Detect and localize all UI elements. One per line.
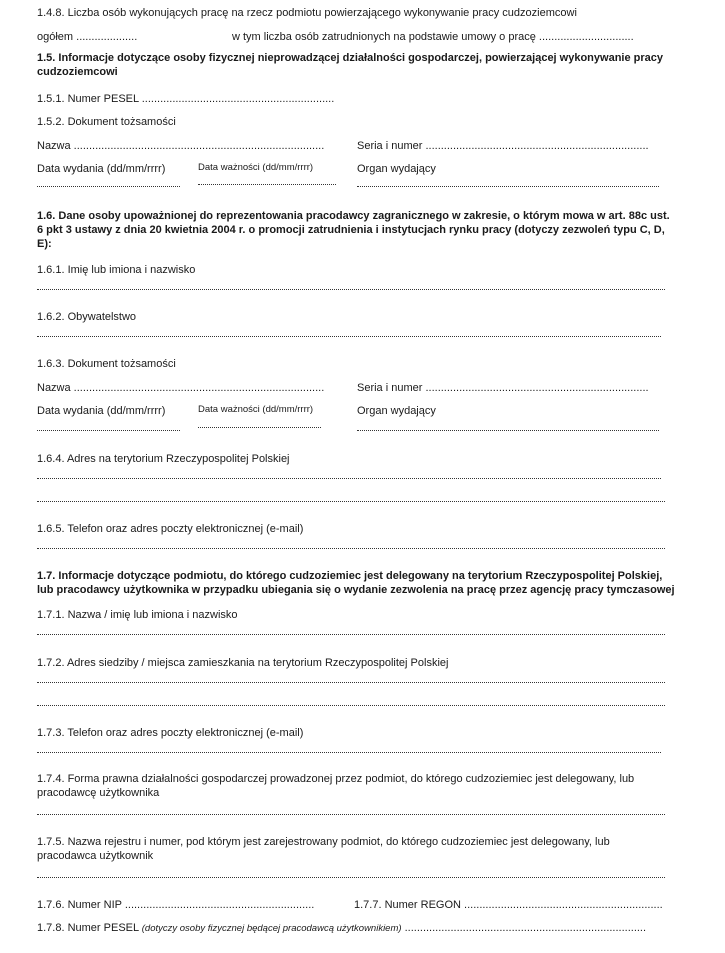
- authority-label-1-6: Organ wydający: [357, 405, 436, 417]
- field-label-1-6-4: 1.6.4. Adres na terytorium Rzeczypospolitej Polskiej: [37, 453, 290, 465]
- contract-employees-field[interactable]: w tym liczba osób zatrudnionych na podstawie umowy o pracę ...............................: [232, 31, 634, 43]
- total-employees-field[interactable]: ogółem ....................: [37, 31, 138, 43]
- address-input-1-6-4-line2[interactable]: [37, 499, 665, 502]
- section-heading-1-5: 1.5. Informacje dotyczące osoby fizycznej nieprowadzącej działalności gospodarczej, powierzającej wykonywanie pracy cudzoziemcowi: [37, 52, 663, 78]
- pesel-field-1-5-1[interactable]: 1.5.1. Numer PESEL ...............................................................: [37, 93, 335, 105]
- section-heading-1-6: 1.6. Dane osoby upoważnionej do reprezentowania pracodawcy zagranicznego w zakresie, o którym mowa w art. 88c ust. 6 pkt 3 ustawy z dnia 20 kwietnia 2004 r. o promocji zatrudnienia i instytucjach rynku pracy (dotyczy zezwoleń typu C, D, E):: [37, 210, 670, 250]
- address-input-1-7-2-line2[interactable]: [37, 703, 665, 706]
- name-input-1-6-1[interactable]: [37, 287, 665, 290]
- authority-label-1-5: Organ wydający: [357, 163, 436, 175]
- issue-date-input-1-6[interactable]: [37, 428, 180, 431]
- field-label-1-6-2: 1.6.2. Obywatelstwo: [37, 311, 137, 323]
- field-label-1-7-2: 1.7.2. Adres siedziby / miejsca zamieszkania na terytorium Rzeczypospolitej Polskiej: [37, 657, 449, 669]
- field-label-1-7-4: 1.7.4. Forma prawna działalności gospodarczej prowadzonej przez podmiot, do którego cudzoziemiec jest delegowany, lub pracodawcę użytkownika: [37, 773, 635, 799]
- issue-date-label-1-5: Data wydania (dd/mm/rrrr): [37, 163, 166, 175]
- valid-date-label-1-6: Data ważności (dd/mm/rrrr): [198, 404, 314, 415]
- address-input-1-6-4-line1[interactable]: [37, 476, 661, 479]
- issue-date-input-1-5[interactable]: [37, 184, 180, 187]
- field-label-1-4-8: 1.4.8. Liczba osób wykonujących pracę na rzecz podmiotu powierzającego wykonywanie pracy cudzoziemcowi: [37, 7, 577, 19]
- phone-input-1-7-3[interactable]: [37, 750, 661, 753]
- pesel-field-1-7-8[interactable]: [37, 921, 646, 936]
- legal-form-input-1-7-4[interactable]: [37, 812, 665, 815]
- pesel-note-1-7-8: (dotyczy osoby fizycznej będącej pracodawcą użytkownikiem): [141, 923, 402, 934]
- doc-name-field-1-6[interactable]: Nazwa ..................................................................................: [37, 382, 325, 394]
- field-label-1-7-5: 1.7.5. Nazwa rejestru i numer, pod którym jest zarejestrowany podmiot, do którego cudzoziemiec jest delegowany, lub pracodawca użytkownik: [37, 836, 610, 862]
- authority-input-1-5[interactable]: [357, 184, 659, 187]
- field-label-1-6-5: 1.6.5. Telefon oraz adres poczty elektronicznej (e-mail): [37, 523, 304, 535]
- field-label-1-6-3: 1.6.3. Dokument tożsamości: [37, 358, 176, 370]
- field-label-1-5-2: 1.5.2. Dokument tożsamości: [37, 116, 176, 128]
- citizenship-input-1-6-2[interactable]: [37, 334, 661, 337]
- field-label-1-6-1: 1.6.1. Imię lub imiona i nazwisko: [37, 264, 196, 276]
- pesel-dots-1-7-8[interactable]: ...............................................................................: [404, 922, 647, 934]
- valid-date-input-1-6[interactable]: [198, 425, 321, 428]
- registry-input-1-7-5[interactable]: [37, 875, 665, 878]
- name-input-1-7-1[interactable]: [37, 632, 665, 635]
- doc-series-field-1-6[interactable]: Seria i numer .........................................................................: [357, 382, 649, 394]
- field-label-1-7-3: 1.7.3. Telefon oraz adres poczty elektronicznej (e-mail): [37, 727, 304, 739]
- issue-date-label-1-6: Data wydania (dd/mm/rrrr): [37, 405, 166, 417]
- address-input-1-7-2-line1[interactable]: [37, 680, 665, 683]
- field-label-1-7-1: 1.7.1. Nazwa / imię lub imiona i nazwisko: [37, 609, 238, 621]
- nip-field-1-7-6[interactable]: 1.7.6. Numer NIP ..............................................................: [37, 899, 315, 911]
- regon-field-1-7-7[interactable]: 1.7.7. Numer REGON .................................................................: [354, 899, 663, 911]
- valid-date-input-1-5[interactable]: [198, 182, 336, 185]
- valid-date-label-1-5: Data ważności (dd/mm/rrrr): [198, 162, 314, 173]
- pesel-label-1-7-8: 1.7.8. Numer PESEL: [37, 922, 139, 934]
- authority-input-1-6[interactable]: [357, 428, 659, 431]
- doc-name-field-1-5[interactable]: Nazwa ..................................................................................: [37, 140, 325, 152]
- phone-input-1-6-5[interactable]: [37, 546, 665, 549]
- doc-series-field-1-5[interactable]: Seria i numer .........................................................................: [357, 140, 649, 152]
- section-heading-1-7: 1.7. Informacje dotyczące podmiotu, do którego cudzoziemiec jest delegowany na terytorium Rzeczypospolitej Polskiej, lub pracodawcy użytkownika w przypadku ubiegania się o wydanie zezwolenia na pracę przez agencję pracy tymczasowej: [37, 570, 675, 596]
